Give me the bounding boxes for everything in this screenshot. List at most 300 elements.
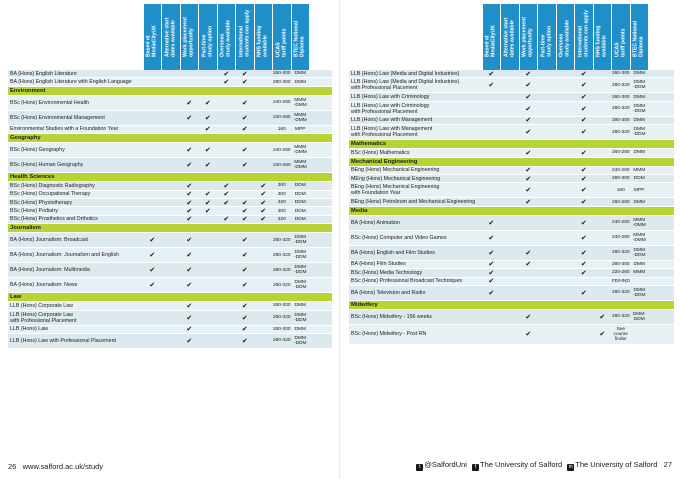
course-name: BSc (Hons) Midwifery - 156 weeks xyxy=(351,313,432,320)
ucas-points: 280-320 xyxy=(611,106,630,112)
facebook-link[interactable]: The University of Salford xyxy=(480,460,563,469)
check-icon: ✔ xyxy=(241,199,248,207)
column-header-label: NHS funding available xyxy=(256,25,269,57)
column-header xyxy=(631,4,649,70)
check-icon: ✔ xyxy=(186,208,193,216)
ucas-points: 280-320 xyxy=(272,267,291,273)
btec-grade: DMM -DDM xyxy=(632,127,646,138)
course-name: BA (Hons) Animation xyxy=(351,219,400,226)
check-icon: ✔ xyxy=(149,252,156,260)
course-name: BA (Hons) Film Studies xyxy=(351,261,406,268)
check-icon: ✔ xyxy=(149,237,156,245)
ucas-points: 300 xyxy=(277,191,286,197)
column-header-label: Based at MediaCityUK xyxy=(484,24,497,57)
course-row xyxy=(349,117,674,125)
check-icon: ✔ xyxy=(241,162,248,170)
ucas-points: 260-300 xyxy=(611,117,630,123)
check-icon: ✔ xyxy=(488,219,495,227)
ucas-points: 280-320 xyxy=(611,129,630,135)
ucas-points: 280-320 xyxy=(611,82,630,88)
course-row xyxy=(8,126,332,134)
course-name: MEng (Hons) Mechanical Engineering xyxy=(351,175,441,182)
course-row xyxy=(349,102,674,117)
btec-grade: DMM xyxy=(294,326,306,332)
course-name: BEng (Hons) Petroleum and Mechanical Engineering xyxy=(351,199,476,206)
course-name: LLB (Hons) Law with Criminology with Professional Placement xyxy=(351,102,430,115)
ucas-points: 160 xyxy=(616,187,625,193)
column-header-label: BTEC National Diploma xyxy=(293,20,306,57)
course-name: LLB (Hons) Corporate Law with Professional Placement xyxy=(10,311,77,324)
btec-grade: MMM -DMM xyxy=(293,160,307,171)
ucas-points: 240-280 xyxy=(611,235,630,241)
check-icon: ✔ xyxy=(580,82,587,90)
ucas-points: 260-300 xyxy=(611,71,630,77)
check-icon: ✔ xyxy=(580,149,587,157)
course-name: LLB (Hons) Corporate Law xyxy=(10,302,74,309)
course-row xyxy=(349,149,674,157)
btec-grade: DMM -DDM xyxy=(293,280,307,291)
column-header-label: UCAS tariff points xyxy=(275,28,287,57)
ucas-points: 240-280 xyxy=(272,115,291,121)
table-header xyxy=(8,4,332,70)
check-icon: ✔ xyxy=(241,208,248,216)
check-icon: ✔ xyxy=(186,314,193,322)
check-icon: ✔ xyxy=(241,70,248,78)
course-row xyxy=(349,183,674,198)
column-header xyxy=(594,4,612,70)
check-icon: ✔ xyxy=(186,114,193,122)
check-icon: ✔ xyxy=(260,208,267,216)
btec-grade: DMM -DDM xyxy=(293,312,307,323)
page-number: 26 xyxy=(8,462,17,471)
course-row xyxy=(349,125,674,140)
check-icon: ✔ xyxy=(204,147,211,155)
check-icon: ✔ xyxy=(223,216,230,224)
btec-grade: MPP xyxy=(295,126,306,132)
check-icon: ✔ xyxy=(525,175,532,183)
course-row xyxy=(349,216,674,231)
check-icon: ✔ xyxy=(223,199,230,207)
ucas-points: 260-300 xyxy=(272,303,291,309)
check-icon: ✔ xyxy=(149,282,156,290)
right-page xyxy=(340,0,680,479)
ucas-points: 260-280 xyxy=(611,199,630,205)
check-icon: ✔ xyxy=(488,289,495,297)
check-icon: ✔ xyxy=(241,126,248,134)
check-icon: ✔ xyxy=(580,249,587,257)
ucas-points: 280-300 xyxy=(611,176,630,182)
ucas-points: 260-280 xyxy=(611,150,630,156)
check-icon: ✔ xyxy=(580,117,587,125)
course-row xyxy=(8,233,332,248)
btec-grade: DMM -DDM xyxy=(293,335,307,346)
check-icon: ✔ xyxy=(186,252,193,260)
check-icon: ✔ xyxy=(204,99,211,107)
course-row xyxy=(8,216,332,224)
linkedin-link[interactable]: The University of Salford xyxy=(575,460,658,469)
course-name: BEng (Hons) Mechanical Engineering xyxy=(351,167,440,174)
course-name: BSc (Hons) Media Technology xyxy=(351,269,423,276)
check-icon: ✔ xyxy=(186,237,193,245)
course-name: BSc (Hons) Environmental Health xyxy=(10,99,90,106)
check-icon: ✔ xyxy=(186,337,193,345)
course-name: BSc (Hons) Environmental Management xyxy=(10,114,105,121)
column-header-label: NHS funding available xyxy=(595,25,608,57)
course-name: BSc (Hons) Physiotherapy xyxy=(10,199,73,206)
course-row xyxy=(349,78,674,93)
linkedin-icon: in xyxy=(568,464,573,470)
course-name: LLB (Hons) Law with Criminology xyxy=(351,94,430,101)
column-header-label: Part-time study option xyxy=(201,25,213,57)
check-icon: ✔ xyxy=(525,105,532,113)
check-icon: ✔ xyxy=(241,252,248,260)
ucas-points: 240-280 xyxy=(272,147,291,153)
check-icon: ✔ xyxy=(580,187,587,195)
check-icon: ✔ xyxy=(260,191,267,199)
column-header xyxy=(612,4,630,70)
column-header xyxy=(162,4,180,70)
check-icon: ✔ xyxy=(186,216,193,224)
course-row xyxy=(349,246,674,261)
check-icon: ✔ xyxy=(488,70,495,78)
course-name: LLB (Hons) Law xyxy=(10,326,48,333)
course-name: BSc (Hons) Geography xyxy=(10,147,65,154)
check-icon: ✔ xyxy=(223,191,230,199)
check-icon: ✔ xyxy=(241,267,248,275)
btec-grade: MMM -DMM xyxy=(293,112,307,123)
course-row xyxy=(349,269,674,277)
btec-grade: DMM xyxy=(633,94,645,100)
column-header xyxy=(181,4,199,70)
footer-left xyxy=(8,462,103,471)
section-heading: Media xyxy=(349,207,674,216)
check-icon: ✔ xyxy=(204,191,211,199)
btec-grade: DMM xyxy=(633,150,645,156)
btec-grade: DMM xyxy=(633,71,645,77)
check-icon: ✔ xyxy=(241,337,248,345)
check-icon: ✔ xyxy=(204,199,211,207)
check-icon: ✔ xyxy=(241,147,248,155)
section-heading: Law xyxy=(8,293,332,302)
check-icon: ✔ xyxy=(186,267,193,275)
btec-grade: MMM -DMM xyxy=(293,97,307,108)
check-icon: ✔ xyxy=(260,199,267,207)
btec-grade: DMM- DDM xyxy=(632,311,646,322)
course-name: BA (Hons) English and Film Studies xyxy=(351,249,435,256)
check-icon: ✔ xyxy=(260,216,267,224)
section-heading: Health Sciences xyxy=(8,173,332,182)
course-name: BSc (Hons) Professional Broadcast Techniques xyxy=(351,278,463,285)
column-header-label: BTEC National Diploma xyxy=(632,20,645,57)
ucas-points: 260-300 xyxy=(611,94,630,100)
course-name: BA (Hons) English Literature xyxy=(10,70,77,77)
course-name: BA (Hons) Journalism: Broadcast xyxy=(10,237,89,244)
course-row xyxy=(8,158,332,173)
course-row xyxy=(8,263,332,278)
check-icon: ✔ xyxy=(525,187,532,195)
column-header xyxy=(520,4,538,70)
check-icon: ✔ xyxy=(580,269,587,277)
column-header xyxy=(199,4,217,70)
course-row xyxy=(349,175,674,183)
section-heading: Geography xyxy=(8,134,332,143)
footer-right xyxy=(413,460,672,471)
check-icon: ✔ xyxy=(186,162,193,170)
section-heading: Mechanical Engineering xyxy=(349,158,674,167)
btec-grade: DMM xyxy=(633,117,645,123)
btec-grade: DMM -DDM xyxy=(632,80,646,91)
ucas-points: 240-280 xyxy=(272,100,291,106)
check-icon: ✔ xyxy=(241,314,248,322)
check-icon: ✔ xyxy=(580,105,587,113)
column-header xyxy=(218,4,236,70)
check-icon: ✔ xyxy=(525,70,532,78)
course-name: BSc (Hons) Midwifery - Post RN xyxy=(351,331,427,338)
btec-grade: DMM -DDM xyxy=(632,247,646,258)
table-header xyxy=(349,4,674,70)
btec-grade: DDM xyxy=(294,208,306,214)
check-icon: ✔ xyxy=(488,261,495,269)
column-header-label: Alternative start dates available xyxy=(503,17,515,57)
course-row xyxy=(8,326,332,334)
course-row xyxy=(8,96,332,111)
course-name: BSc (Hons) Diagnostic Radiography xyxy=(10,182,95,189)
check-icon: ✔ xyxy=(186,326,193,334)
check-icon: ✔ xyxy=(223,79,230,87)
btec-grade: MMM -DMM xyxy=(632,217,646,228)
course-row xyxy=(8,278,332,293)
course-name: BSc (Hons) Prosthetics and Orthotics xyxy=(10,216,98,223)
course-row xyxy=(8,70,332,78)
check-icon: ✔ xyxy=(204,114,211,122)
column-header-label: Overseas study available xyxy=(558,19,571,57)
btec-grade: DMM xyxy=(294,71,306,77)
check-icon: ✔ xyxy=(580,167,587,175)
course-row xyxy=(349,70,674,78)
course-row xyxy=(8,199,332,207)
column-header xyxy=(273,4,291,70)
check-icon: ✔ xyxy=(580,94,587,102)
check-icon: ✔ xyxy=(223,70,230,78)
course-name: BSc (Hons) Mathematics xyxy=(351,149,410,156)
check-icon: ✔ xyxy=(241,114,248,122)
course-name: LLB (Hons) Law (Media and Digital Industries) xyxy=(351,70,460,77)
btec-grade: DMM -DDM xyxy=(293,250,307,261)
ucas-points: 320 xyxy=(277,216,286,222)
check-icon: ✔ xyxy=(580,129,587,137)
course-row xyxy=(8,78,332,86)
check-icon: ✔ xyxy=(580,199,587,207)
ucas-points: FD/HND xyxy=(611,278,630,284)
btec-grade: MMM -DMM xyxy=(293,145,307,156)
ucas-points: 300 xyxy=(277,183,286,189)
check-icon: ✔ xyxy=(241,237,248,245)
course-row xyxy=(349,93,674,101)
check-icon: ✔ xyxy=(488,269,495,277)
check-icon: ✔ xyxy=(488,82,495,90)
check-icon: ✔ xyxy=(580,234,587,242)
check-icon: ✔ xyxy=(525,331,532,339)
ucas-points: 280-320 xyxy=(611,314,630,320)
btec-grade: DDM xyxy=(633,176,645,182)
course-row xyxy=(8,111,332,126)
column-header xyxy=(236,4,254,70)
section-heading: Mathematics xyxy=(349,140,674,149)
website-link[interactable]: www.salford.ac.uk/study xyxy=(22,462,104,471)
course-row xyxy=(8,334,332,349)
course-row xyxy=(349,278,674,286)
ucas-points: See course finder xyxy=(613,326,628,342)
ucas-points: 280-320 xyxy=(272,282,291,288)
check-icon: ✔ xyxy=(525,82,532,90)
btec-grade: DDM xyxy=(294,216,306,222)
course-name: LLB (Hons) Law with Professional Placement xyxy=(10,337,116,344)
column-header-label: International students can apply xyxy=(238,9,250,57)
ucas-points: 260-300 xyxy=(272,71,291,77)
check-icon: ✔ xyxy=(525,313,532,321)
course-name: BA (Hons) English Literature with English Language xyxy=(10,79,132,86)
page-number: 27 xyxy=(663,460,672,469)
facebook-icon: f xyxy=(472,464,479,471)
course-row xyxy=(8,143,332,158)
course-name: BEng (Hons) Mechanical Engineering with Foundation Year xyxy=(351,184,440,197)
twitter-handle[interactable]: @SalfordUni xyxy=(424,460,467,469)
ucas-points: 280-320 xyxy=(272,237,291,243)
column-header-label: Work placement opportunity xyxy=(182,16,195,57)
ucas-points: 260-300 xyxy=(611,261,630,267)
ucas-points: 260-300 xyxy=(272,79,291,85)
ucas-points: 220-260 xyxy=(611,270,630,276)
column-header xyxy=(575,4,593,70)
btec-grade: DMM xyxy=(633,261,645,267)
column-header xyxy=(292,4,310,70)
check-icon: ✔ xyxy=(204,126,211,134)
check-icon: ✔ xyxy=(488,249,495,257)
column-header xyxy=(144,4,162,70)
course-name: BSc (Hons) Computer and Video Games xyxy=(351,234,447,241)
ucas-points: 240-260 xyxy=(611,167,630,173)
column-header-label: Based at MediaCityUK xyxy=(145,24,158,57)
btec-grade: DMM -DDM xyxy=(632,287,646,298)
ucas-points: 240-280 xyxy=(272,162,291,168)
course-row xyxy=(8,311,332,326)
table-body xyxy=(8,70,332,349)
check-icon: ✔ xyxy=(525,117,532,125)
check-icon: ✔ xyxy=(525,199,532,207)
check-icon: ✔ xyxy=(599,331,606,339)
twitter-icon: t xyxy=(416,464,423,471)
section-heading: Journalism xyxy=(8,224,332,233)
course-name: BA (Hons) Television and Radio xyxy=(351,289,426,296)
check-icon: ✔ xyxy=(580,261,587,269)
column-header-label: Work placement opportunity xyxy=(521,16,534,57)
btec-grade: DMM xyxy=(633,199,645,205)
check-icon: ✔ xyxy=(204,208,211,216)
column-header xyxy=(483,4,501,70)
check-icon: ✔ xyxy=(488,278,495,286)
check-icon: ✔ xyxy=(525,94,532,102)
ucas-points: 280-320 xyxy=(272,338,291,344)
btec-grade: DMM xyxy=(294,303,306,309)
check-icon: ✔ xyxy=(241,79,248,87)
column-header xyxy=(557,4,575,70)
check-icon: ✔ xyxy=(241,99,248,107)
check-icon: ✔ xyxy=(525,167,532,175)
course-name: BA (Hons) Journalism: Multimedia xyxy=(10,267,90,274)
course-row xyxy=(8,191,332,199)
check-icon: ✔ xyxy=(186,99,193,107)
check-icon: ✔ xyxy=(186,282,193,290)
btec-grade xyxy=(630,325,649,344)
check-icon: ✔ xyxy=(241,326,248,334)
ucas-points: 300 xyxy=(277,208,286,214)
course-row xyxy=(349,167,674,175)
check-icon: ✔ xyxy=(599,313,606,321)
course-row xyxy=(349,261,674,269)
check-icon: ✔ xyxy=(241,302,248,310)
ucas-points: 260-300 xyxy=(272,326,291,332)
section-heading: Environment xyxy=(8,87,332,96)
check-icon: ✔ xyxy=(204,162,211,170)
btec-grade: DMM xyxy=(294,79,306,85)
btec-grade: MMM xyxy=(633,167,646,173)
course-name: Environmental Studies with a Foundation Year xyxy=(10,126,119,133)
check-icon: ✔ xyxy=(241,216,248,224)
check-icon: ✔ xyxy=(186,182,193,190)
check-icon: ✔ xyxy=(580,219,587,227)
check-icon: ✔ xyxy=(580,289,587,297)
column-header xyxy=(538,4,556,70)
btec-grade: DMM -DDM xyxy=(293,265,307,276)
ucas-points: 240-280 xyxy=(611,220,630,226)
course-name: BSc (Hons) Human Geography xyxy=(10,162,84,169)
ucas-points: 280-320 xyxy=(272,252,291,258)
check-icon: ✔ xyxy=(241,282,248,290)
section-heading: Midwifery xyxy=(349,301,674,310)
column-header-label: Overseas study available xyxy=(219,19,232,57)
course-name: BSc (Hons) Podiatry xyxy=(10,208,58,215)
ucas-points: 280-320 xyxy=(611,290,630,296)
check-icon: ✔ xyxy=(488,234,495,242)
course-row xyxy=(349,325,674,345)
column-header-label: UCAS tariff points xyxy=(614,28,626,57)
ucas-points: 160 xyxy=(277,126,286,132)
ucas-points: 320 xyxy=(277,200,286,206)
check-icon: ✔ xyxy=(525,249,532,257)
course-row xyxy=(8,302,332,310)
course-name: BA (Hons) Journalism: Journalism and English xyxy=(10,252,119,259)
check-icon: ✔ xyxy=(525,149,532,157)
course-name: LLB (Hons) Law (Media and Digital Industries) with Professional Placement xyxy=(351,79,460,92)
course-row xyxy=(349,310,674,325)
column-header xyxy=(255,4,273,70)
check-icon: ✔ xyxy=(580,175,587,183)
course-table-right xyxy=(349,4,674,345)
check-icon: ✔ xyxy=(149,267,156,275)
course-row xyxy=(349,286,674,301)
ucas-points: 280-320 xyxy=(272,315,291,321)
column-header-label: Alternative start dates available xyxy=(164,17,176,57)
btec-grade: DDM xyxy=(294,191,306,197)
check-icon: ✔ xyxy=(186,191,193,199)
btec-grade: DMM -DDM xyxy=(293,235,307,246)
column-header-label: International students can apply xyxy=(577,9,589,57)
column-header-label: Part-time study option xyxy=(540,25,552,57)
check-icon: ✔ xyxy=(525,261,532,269)
course-name: BSc (Hons) Occupational Therapy xyxy=(10,191,91,198)
course-name: LLB (Hons) Law with Management xyxy=(351,117,433,124)
course-row xyxy=(349,198,674,206)
